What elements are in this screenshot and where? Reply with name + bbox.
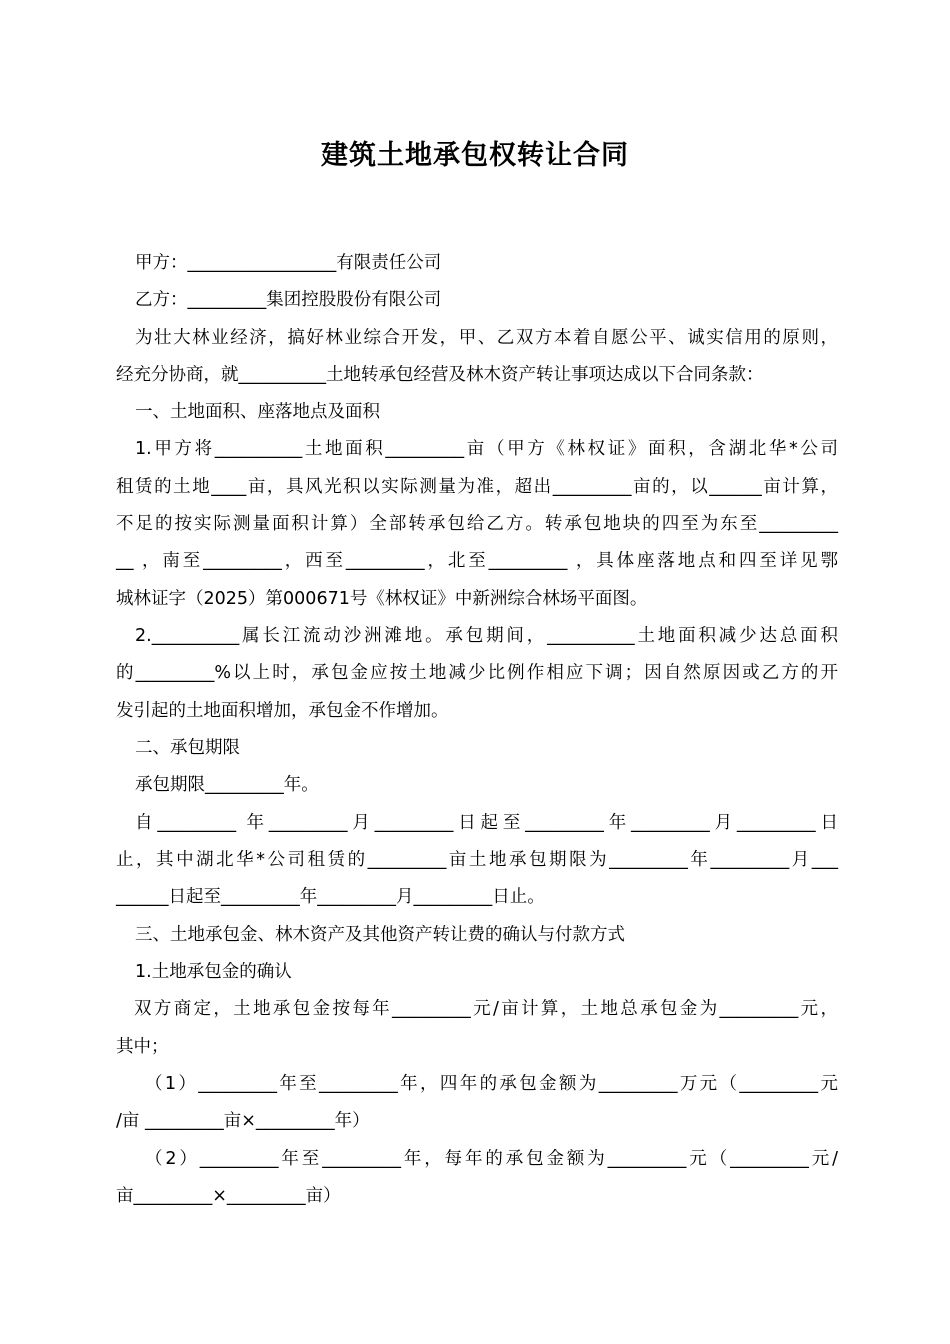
section-heading: 一、土地面积、座落地点及面积: [135, 402, 380, 422]
paragraph-line: 发引起的土地面积增加，承包金不作增加。: [116, 701, 449, 721]
paragraph-line: __ ，南至_________，西至_________，北至_________ ，具体座落地点和四至详见鄂: [116, 551, 838, 571]
party-a-line: 甲方：_________________有限责任公司: [135, 253, 442, 273]
paragraph-line: 城林证字（2025）第000671号《林权证》中新洲综合林场平面图。: [116, 589, 648, 609]
section-heading: 三、土地承包金、林木资产及其他资产转让费的确认与付款方式: [135, 925, 625, 945]
paragraph-line: 经充分协商，就__________土地转承包经营及林木资产转让事项达成以下合同条款：: [116, 365, 764, 385]
party-b-line: 乙方：_________集团控股股份有限公司: [135, 290, 442, 310]
document-title: 建筑土地承包权转让合同: [321, 140, 629, 171]
paragraph-line: 其中；: [116, 1037, 169, 1057]
paragraph-line: 的_________%以上时，承包金应按土地减少比例作相应下调；因自然原因或乙方的开: [116, 663, 838, 683]
paragraph-line: （2）_________年至_________年，每年的承包金额为_________元（_________元/: [145, 1149, 838, 1169]
paragraph-line: 租赁的土地____亩，具风光积以实际测量为准，超出_________亩的，以______亩计算，: [116, 477, 838, 497]
paragraph-line: 亩_________×_________亩）: [116, 1186, 341, 1206]
paragraph-line: 双方商定，土地承包金按每年_________元/亩计算，土地总承包金为_________元，: [134, 999, 838, 1019]
paragraph-line: ______日起至_________年_________月_________日止。: [116, 887, 545, 907]
paragraph-line: /亩 _________亩×_________年）: [116, 1111, 370, 1131]
paragraph-line: （1）_________年至_________年，四年的承包金额为_________万元（_________元: [145, 1074, 838, 1094]
paragraph-line: 止，其中湖北华*公司租赁的_________亩土地承包期限为_________年_________月___: [116, 850, 838, 870]
paragraph-line: 自_________ 年_________月_________日起至_________年_________月_________日: [135, 813, 838, 833]
paragraph-line: 承包期限_________年。: [135, 775, 319, 795]
subsection-heading: 1.土地承包金的确认: [135, 962, 292, 982]
section-heading: 二、承包期限: [135, 738, 240, 758]
paragraph-line: 2.__________属长江流动沙洲滩地。承包期间，__________土地面积减少达总面积: [135, 626, 838, 646]
paragraph-line: 不足的按实际测量面积计算）全部转承包给乙方。转承包地块的四至为东至_________: [116, 514, 838, 534]
paragraph-line: 1.甲方将__________土地面积_________亩（甲方《林权证》面积，含湖北华*公司: [135, 439, 838, 459]
paragraph-line: 为壮大林业经济，搞好林业综合开发，甲、乙双方本着自愿公平、诚实信用的原则，: [135, 328, 838, 348]
